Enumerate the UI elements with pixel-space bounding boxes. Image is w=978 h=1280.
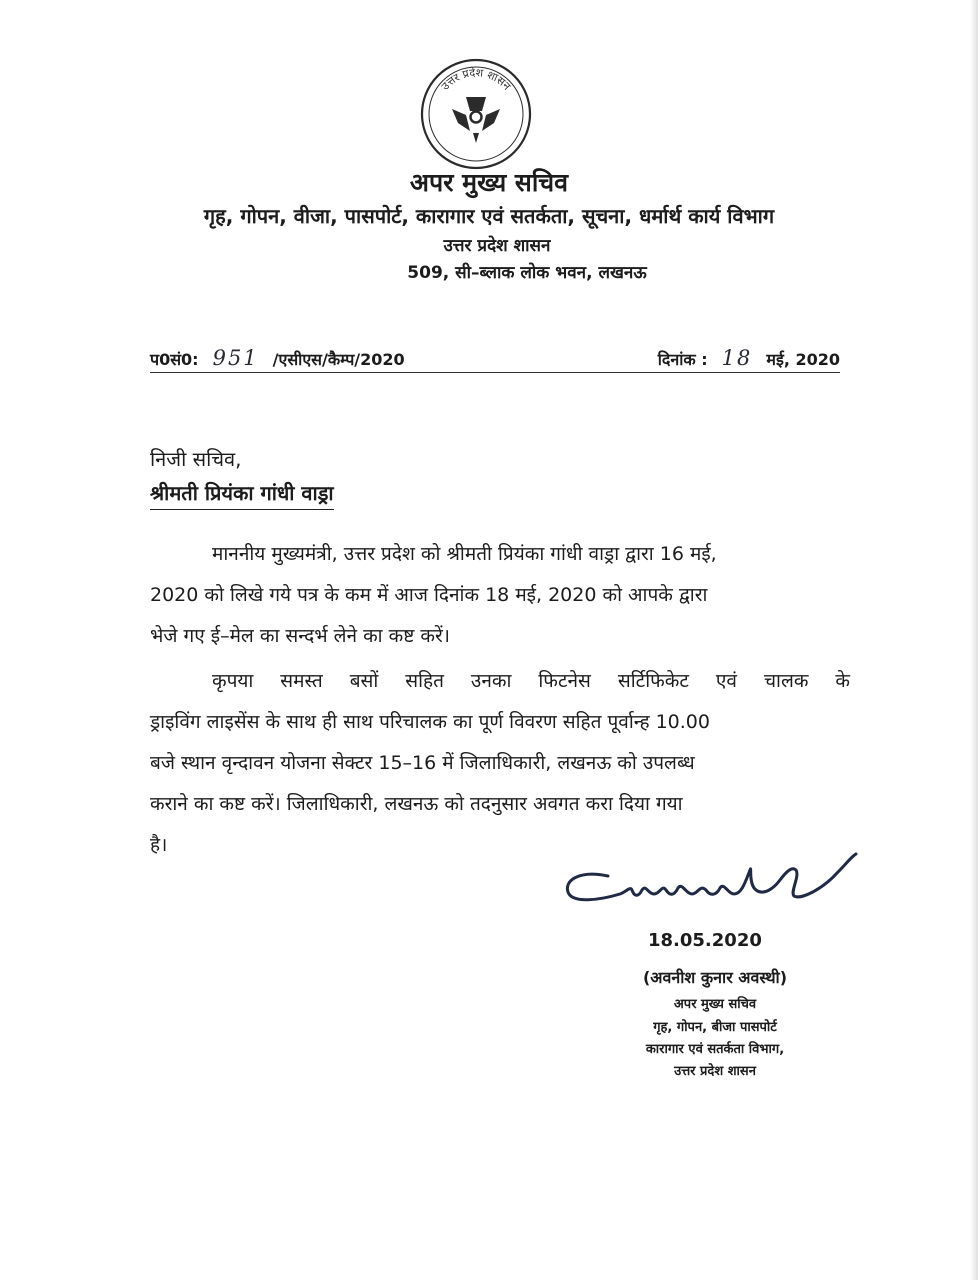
addressee-name: श्रीमती प्रियंका गांधी वाड्रा bbox=[150, 479, 334, 510]
reference-date-group bbox=[658, 346, 840, 370]
department-line: गृह, गोपन, वीजा, पासपोर्ट, कारागार एवं सतर्कता, सूचना, धर्मार्थ कार्य विभाग bbox=[203, 204, 775, 228]
signatory-department-line-1: गृह, गोपन, बीजा पासपोर्ट bbox=[653, 1020, 777, 1035]
reference-number-group bbox=[150, 346, 405, 370]
date-day-handwritten: 18 bbox=[721, 346, 753, 370]
signatory-name: (अवनीश कुनार अवस्थी) bbox=[642, 968, 788, 987]
paragraph-line: बजे स्थान वृन्दावन योजना सेक्टर 15–16 में जिलाधिकारी, लखनऊ को उपलब्ध bbox=[150, 752, 695, 774]
body-paragraph-1 bbox=[150, 540, 850, 663]
date-label: दिनांक : bbox=[657, 350, 708, 369]
office-title: अपर मुख्य सचिव bbox=[409, 168, 569, 197]
government-line: उत्तर प्रदेश शासन bbox=[443, 236, 551, 256]
paragraph-line: है। bbox=[150, 834, 168, 856]
paragraph-line: भेजे गए ई–मेल का सन्दर्भ लेने का कष्ट करें। bbox=[150, 625, 450, 647]
paragraph-line: ड्राइविंग लाइसेंस के साथ ही साथ परिचालक का पूर्ण विवरण सहित पूर्वान्ह 10.00 bbox=[150, 711, 710, 733]
reference-path: /एसीएस/कैम्प/2020 bbox=[272, 350, 405, 369]
signatory-designation: अपर मुख्य सचिव bbox=[673, 997, 757, 1012]
paragraph-line: 2020 को लिखे गये पत्र के कम में आज दिनांक 18 मई, 2020 को आपके द्वारा bbox=[150, 584, 708, 606]
signature-date: 18.05.2020 bbox=[648, 930, 762, 951]
paragraph-line: कृपया समस्त बसों सहित उनका फिटनेस सर्टिफिकेट एवं चालक के bbox=[212, 670, 850, 692]
reference-label: प0सं0: bbox=[150, 350, 199, 369]
handwritten-signature-icon bbox=[560, 850, 870, 920]
body-paragraph-2 bbox=[150, 667, 850, 872]
reference-underline bbox=[150, 372, 840, 373]
reference-line bbox=[150, 346, 840, 374]
addressee-title: निजी सचिव, bbox=[150, 447, 242, 471]
reference-number-handwritten: 951 bbox=[212, 346, 259, 370]
paragraph-line: माननीय मुख्यमंत्री, उत्तर प्रदेश को श्रीमती प्रियंका गांधी वाड्रा द्वारा 16 मई, bbox=[212, 543, 717, 565]
signatory-government: उत्तर प्रदेश शासन bbox=[674, 1064, 756, 1079]
signatory-department-line-2: कारागार एवं सतर्कता विभाग, bbox=[645, 1042, 785, 1057]
date-month-year: मई, 2020 bbox=[766, 350, 840, 369]
up-government-seal-icon bbox=[419, 57, 533, 171]
paragraph-line: कराने का कष्ट करें। जिलाधिकारी, लखनऊ को तदनुसार अवगत करा दिया गया bbox=[150, 793, 683, 815]
office-address: 509, सी–ब्लाक लोक भवन, लखनऊ bbox=[407, 263, 647, 283]
svg-text:उत्तर प्रदेश शासन: उत्तर प्रदेश शासन bbox=[438, 66, 514, 93]
